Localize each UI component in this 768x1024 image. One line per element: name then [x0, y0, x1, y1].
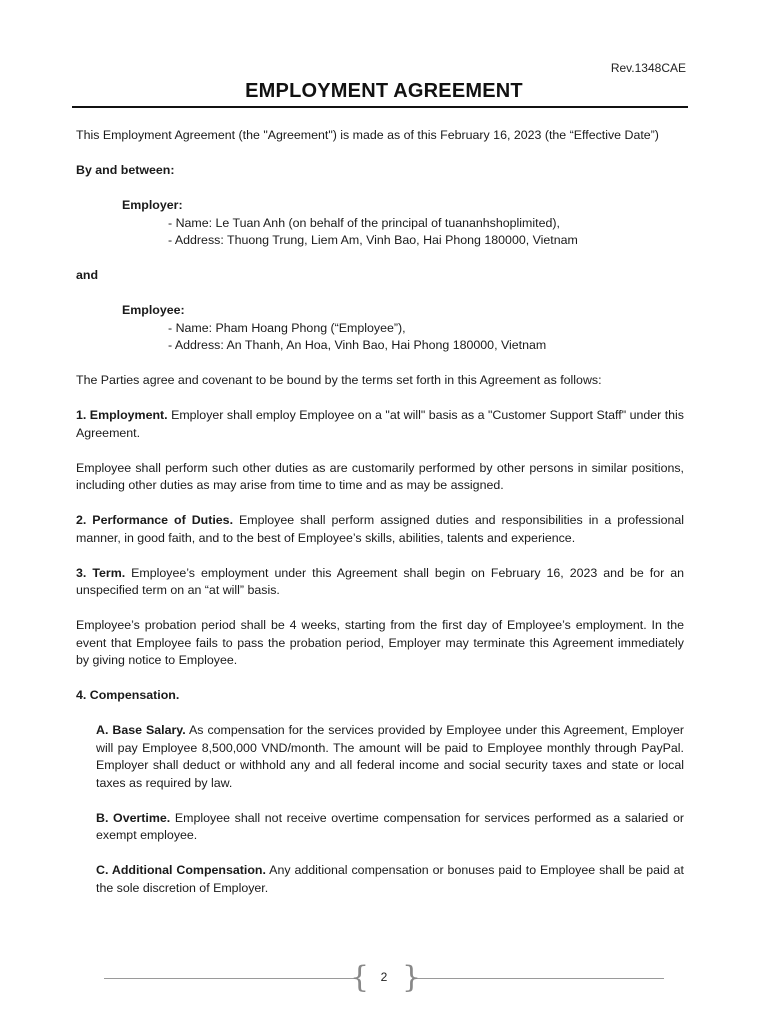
section-employment — [76, 407, 684, 442]
between-label: By and between: — [76, 163, 175, 177]
right-brace-icon: } — [402, 960, 422, 995]
base-salary-text: As compensation for the services provided by Employee under this Agreement, Employer will pay Employee 8,500,000 VND/month. The amount will be paid to Employee monthly through PayPal. Employer shall deduct or withhold any and all federal income and social security taxes and state or local taxes as required by law. — [96, 723, 685, 790]
term-text: Employee’s employment under this Agreement shall begin on February 16, 2023 and be for an unspecified term on an “at will” basis. — [76, 565, 684, 597]
employer-address: - Address: Thuong Trung, Liem Am, Vinh Bao, Hai Phong 180000, Vietnam — [168, 233, 578, 247]
section-base-salary — [76, 722, 684, 792]
agree-paragraph: The Parties agree and covenant to be bound by the terms set forth in this Agreement as follows: — [76, 373, 602, 387]
employment-text: Employer shall employ Employee on a "at will" basis as a "Customer Support Staff" under this Agreement. — [76, 408, 685, 440]
document-title: EMPLOYMENT AGREEMENT — [245, 80, 523, 102]
left-brace-icon: { — [350, 960, 370, 995]
section-performance — [76, 512, 684, 547]
term-text-2: Employee’s probation period shall be 4 weeks, starting from the first day of Employee’s employment. In the event that Employee fails to pass the probation period, Employer may terminate this Agreement immediately by giving notice to Employee. — [76, 618, 684, 667]
overtime-heading: B. Overtime. — [96, 810, 171, 825]
additional-compensation-text: Any additional compensation or bonuses paid to Employee shall be paid at the sole discretion of Employer. — [96, 863, 684, 895]
footer-line-right — [412, 978, 664, 979]
document-body — [76, 127, 684, 915]
employee-name: - Name: Pham Hoang Phong (“Employee”), — [168, 320, 406, 335]
overtime-text: Employee shall not receive overtime compensation for services performed as a salaried or exempt employee. — [96, 810, 684, 842]
employee-address: - Address: An Thanh, An Hoa, Vinh Bao, Hai Phong 180000, Vietnam — [168, 338, 547, 352]
section-additional-compensation — [76, 862, 684, 897]
additional-compensation-heading: C. Additional Compensation. — [96, 863, 266, 877]
section-term — [76, 565, 684, 600]
footer-line-left — [104, 978, 356, 979]
employment-heading: 1. Employment. — [76, 408, 168, 422]
compensation-heading: 4. Compensation. — [76, 688, 180, 702]
employment-text-2: Employee shall perform such other duties as are customarily performed by other persons in similar positions, including other duties as may arise from time to time and as may be assigned. — [76, 460, 684, 492]
employer-label: Employer: — [122, 198, 183, 212]
page-number: 2 — [380, 970, 388, 984]
employee-label: Employee: — [122, 303, 185, 317]
performance-text: Employee shall perform assigned duties and responsibilities in a professional manner, in good faith, and to the best of Employee’s skills, abilities, talents and experience. — [76, 513, 684, 545]
and-label: and — [76, 268, 99, 282]
intro-paragraph: This Employment Agreement (the "Agreement") is made as of this February 16, 2023 (the “Effective Date”) — [76, 128, 659, 142]
employer-name: - Name: Le Tuan Anh (on behalf of the principal of tuananhshoplimited), — [168, 215, 560, 230]
title-underline — [72, 106, 688, 108]
term-heading: 3. Term. — [76, 565, 126, 580]
section-overtime — [76, 810, 684, 845]
performance-heading: 2. Performance of Duties. — [76, 513, 234, 527]
base-salary-heading: A. Base Salary. — [96, 723, 186, 737]
revision-code: Rev.1348CAE — [610, 61, 686, 75]
